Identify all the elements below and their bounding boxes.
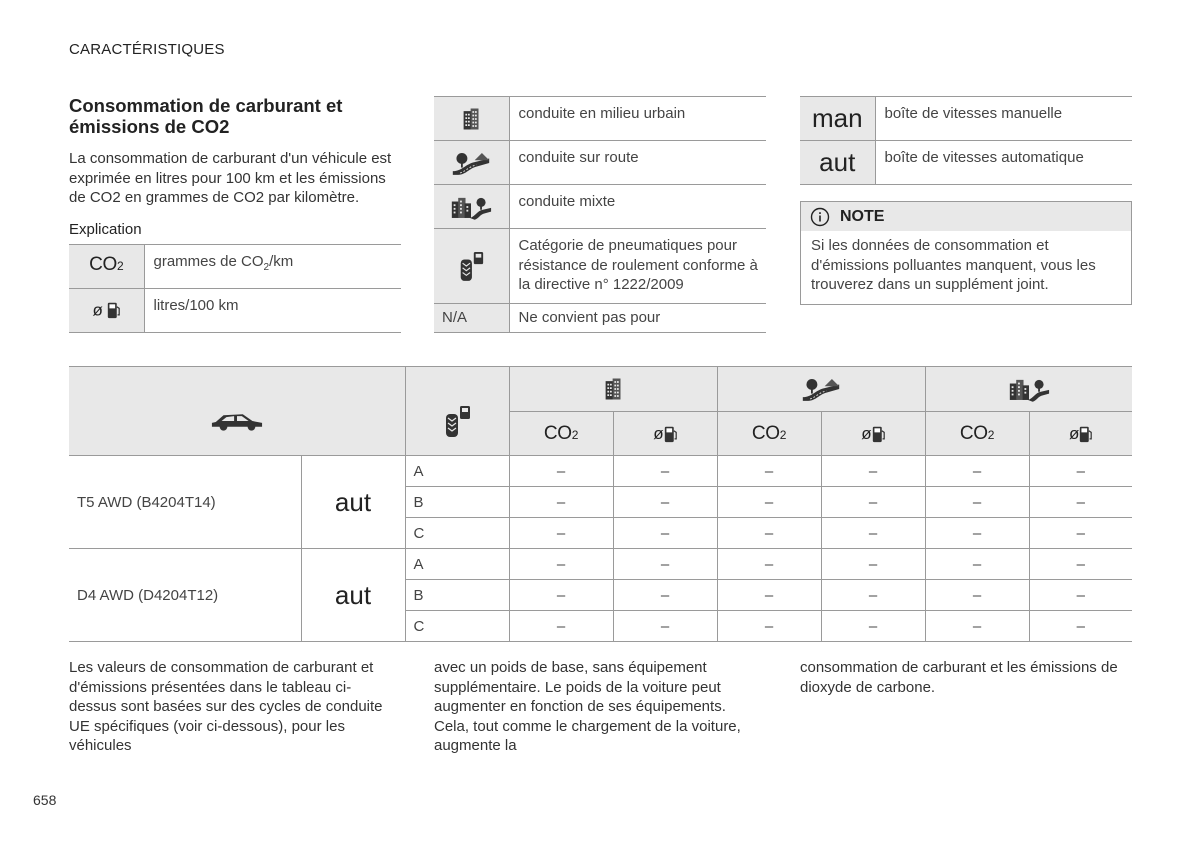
gearbox-legend-table — [800, 96, 1132, 185]
value-cell: – — [613, 611, 717, 642]
table-row — [69, 456, 1132, 487]
intro-text: La consommation de carburant d'un véhicule est exprimée en litres pour 100 km et les émissions de CO2 en grammes de CO2 par kilomètre. — [69, 150, 392, 206]
mixed-driving-icon — [925, 367, 1132, 412]
consumption-table — [69, 366, 1132, 642]
gearbox-value: aut — [301, 549, 405, 642]
value-cell: – — [509, 456, 613, 487]
footer-paragraph-3: consommation de carburant et les émissions de dioxyde de carbone. — [800, 659, 1118, 696]
legend-row — [434, 97, 766, 141]
legend-text: conduite en milieu urbain — [509, 97, 766, 141]
value-cell: – — [1029, 456, 1132, 487]
driving-legend-table — [434, 96, 766, 333]
value-cell: – — [613, 456, 717, 487]
fuel-consumption-icon: ø — [613, 412, 717, 456]
value-cell: – — [509, 518, 613, 549]
value-cell: – — [509, 549, 613, 580]
gearbox-legend — [800, 96, 1132, 185]
value-cell: – — [1029, 580, 1132, 611]
value-cell: – — [925, 456, 1029, 487]
value-cell: – — [1029, 611, 1132, 642]
tyre-category: A — [405, 456, 509, 487]
legend-text: conduite mixte — [509, 185, 766, 229]
value-cell: – — [717, 580, 821, 611]
intro-column — [69, 95, 401, 333]
fuel-consumption-icon: ø — [69, 288, 144, 332]
co2-icon: CO2 — [69, 244, 144, 288]
value-cell: – — [925, 580, 1029, 611]
explication-label: Explication — [69, 220, 142, 238]
legend-text: Catégorie de pneumatiques pour résistance de roulement conforme à la directive n° 1222/2009 — [509, 229, 766, 304]
footer-paragraph-1: Les valeurs de consommation de carburant et d'émissions présentées dans le tableau ci-dessus sont basées sur des cycles de conduite UE spécifiques (voir ci-dessous), pour les véhicules — [69, 659, 383, 754]
legend-row — [69, 288, 401, 332]
legend-row — [800, 141, 1132, 185]
legend-row — [434, 185, 766, 229]
tyre-category: A — [405, 549, 509, 580]
value-cell: – — [1029, 549, 1132, 580]
tyre-category: B — [405, 580, 509, 611]
gearbox-value: aut — [301, 456, 405, 549]
value-cell: – — [613, 549, 717, 580]
fuel-consumption-icon: ø — [821, 412, 925, 456]
co2-header: CO2 — [717, 412, 821, 456]
tyre-category: B — [405, 487, 509, 518]
model-name: D4 AWD (D4204T12) — [69, 549, 301, 642]
value-cell: – — [509, 580, 613, 611]
legend-row — [69, 244, 401, 288]
value-cell: – — [925, 549, 1029, 580]
value-cell: – — [613, 487, 717, 518]
legend-row — [434, 141, 766, 185]
city-driving-icon — [509, 367, 717, 412]
section-label: CARACTÉRISTIQUES — [69, 41, 225, 58]
driving-legend — [434, 96, 766, 333]
value-cell: – — [717, 487, 821, 518]
legend-text: grammes de $CO_2/km$ — [144, 244, 401, 288]
model-name: T5 AWD (B4204T14) — [69, 456, 301, 549]
page-number: 658 — [33, 792, 57, 808]
value-cell: – — [1029, 518, 1132, 549]
value-cell: – — [821, 580, 925, 611]
value-cell: – — [717, 456, 821, 487]
info-icon — [810, 207, 830, 227]
table-header-row — [69, 367, 1132, 412]
legend-row — [434, 303, 766, 332]
note-box — [800, 201, 1132, 305]
page-title: Consommation de carburant et émissions de CO2 — [69, 95, 343, 137]
units-legend-table — [69, 244, 401, 333]
value-cell: – — [509, 487, 613, 518]
value-cell: – — [821, 487, 925, 518]
tyre-category-icon — [434, 229, 509, 304]
value-cell: – — [1029, 487, 1132, 518]
value-cell: – — [821, 611, 925, 642]
value-cell: – — [717, 518, 821, 549]
legend-row — [800, 97, 1132, 141]
road-driving-icon — [434, 141, 509, 185]
value-cell: – — [613, 518, 717, 549]
value-cell: – — [821, 456, 925, 487]
mixed-driving-icon — [434, 185, 509, 229]
note-title: NOTE — [840, 207, 885, 225]
tyre-category-icon — [405, 367, 509, 456]
city-driving-icon — [434, 97, 509, 141]
table-row — [69, 549, 1132, 580]
value-cell: – — [821, 549, 925, 580]
note-header — [801, 202, 1131, 231]
note-text: Si les données de consommation et d'émissions polluantes manquent, vous les trouverez dans un supplément joint. — [811, 237, 1096, 293]
value-cell: – — [925, 518, 1029, 549]
value-cell: – — [613, 580, 717, 611]
na-label: N/A — [434, 303, 509, 332]
legend-text: litres/100 km — [144, 288, 401, 332]
co2-header: CO2 — [509, 412, 613, 456]
value-cell: – — [509, 611, 613, 642]
data-table — [69, 366, 1132, 642]
car-icon — [69, 367, 405, 456]
value-cell: – — [821, 518, 925, 549]
gearbox-label: man — [800, 97, 875, 141]
legend-row — [434, 229, 766, 304]
co2-header: CO2 — [925, 412, 1029, 456]
legend-text: boîte de vitesses manuelle — [875, 97, 1132, 141]
value-cell: – — [925, 487, 1029, 518]
footer-paragraph-2: avec un poids de base, sans équipement supplémentaire. Le poids de la voiture peut augmenter en fonction de ses équipements. Cela, tout comme le chargement de la voiture, augmente la — [434, 659, 741, 754]
value-cell: – — [925, 611, 1029, 642]
legend-text: conduite sur route — [509, 141, 766, 185]
value-cell: – — [717, 549, 821, 580]
road-driving-icon — [717, 367, 925, 412]
legend-text: boîte de vitesses automatique — [875, 141, 1132, 185]
value-cell: – — [717, 611, 821, 642]
tyre-category: C — [405, 611, 509, 642]
gearbox-label: aut — [800, 141, 875, 185]
legend-text: Ne convient pas pour — [509, 303, 766, 332]
tyre-category: C — [405, 518, 509, 549]
fuel-consumption-icon: ø — [1029, 412, 1132, 456]
